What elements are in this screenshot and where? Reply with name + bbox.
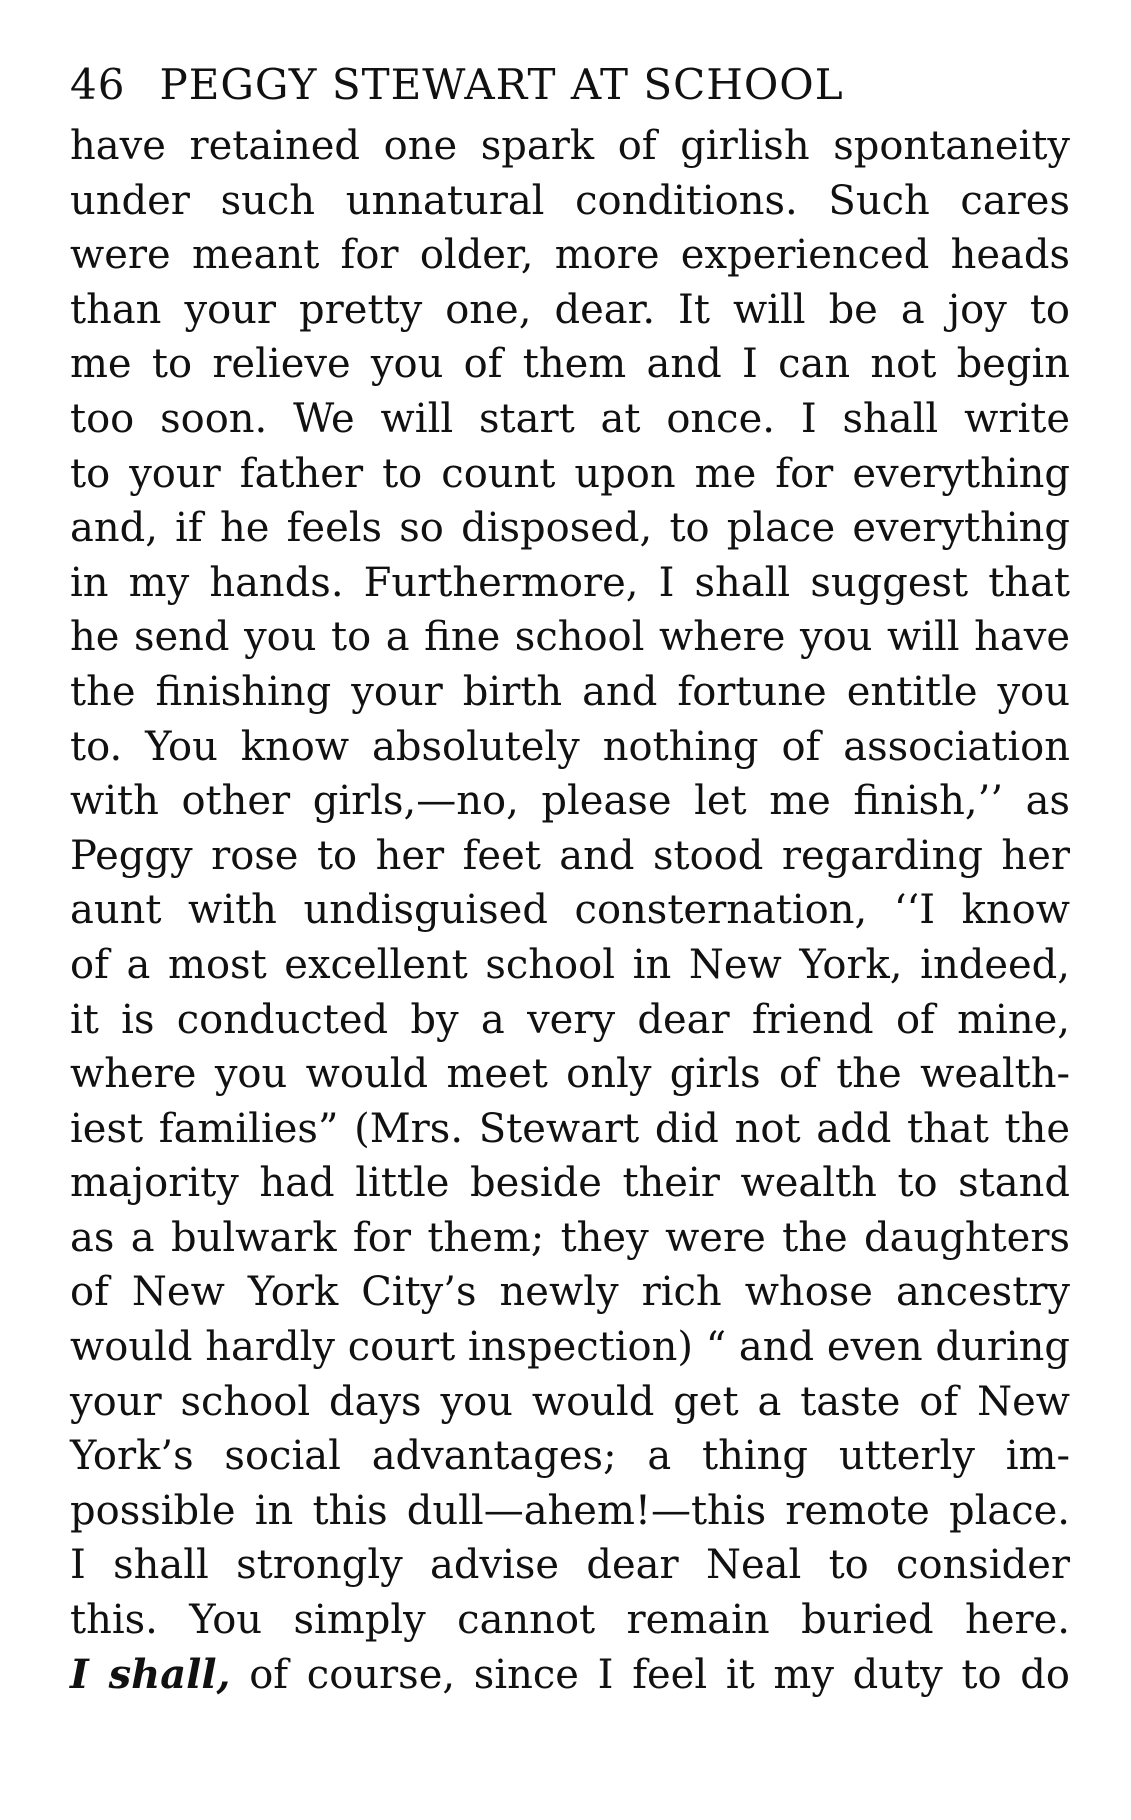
- text-line: than your pretty one, dear. It will be a joy to: [70, 286, 1070, 333]
- text-line: under such unnatural conditions. Such cares: [70, 177, 1070, 224]
- text-line: possible in this dull—ahem!—this remote place.: [70, 1487, 1070, 1534]
- text-line-last: [70, 1648, 1070, 1703]
- text-line: it is conducted by a very dear friend of mine,: [70, 996, 1070, 1043]
- text-line: have retained one spark of girlish spontaneity: [70, 123, 1070, 169]
- text-line: to. You know absolutely nothing of association: [70, 723, 1070, 770]
- text-line: the finishing your birth and fortune entitle you: [70, 668, 1070, 715]
- text-line: he send you to a fine school where you will have: [70, 614, 1070, 661]
- text-line: your school days you would get a taste of New: [70, 1378, 1070, 1425]
- book-page: [70, 55, 1070, 1702]
- text-line: York’s social advantages; a thing utterly im-: [70, 1433, 1070, 1480]
- running-title: PEGGY STEWART AT SCHOOL: [159, 60, 844, 109]
- text-line: of New York City’s newly rich whose ancestry: [70, 1269, 1070, 1316]
- text-line: iest families” (Mrs. Stewart did not add that the: [70, 1105, 1070, 1152]
- text-line: too soon. We will start at once. I shall write: [70, 395, 1070, 442]
- text-line: to your father to count upon me for everything: [70, 450, 1070, 497]
- text-line: of a most excellent school in New York, indeed,: [70, 941, 1070, 988]
- text-line: were meant for older, more experienced heads: [70, 232, 1070, 279]
- text-line: would hardly court inspection) “ and even during: [70, 1324, 1070, 1371]
- text-line: with other girls,—no, please let me finish,’’ as: [70, 778, 1070, 825]
- body-text: [70, 119, 1070, 1702]
- text-line: and, if he feels so disposed, to place everything: [70, 505, 1070, 552]
- text-line: as a bulwark for them; they were the daughters: [70, 1214, 1070, 1261]
- text-line: where you would meet only girls of the wealth-: [70, 1051, 1070, 1098]
- running-head: [70, 55, 1070, 115]
- text-line: in my hands. Furthermore, I shall suggest that: [70, 559, 1070, 606]
- emphasized-phrase: I shall,: [70, 1650, 231, 1698]
- text-line: this. You simply cannot remain buried here.: [70, 1597, 1070, 1644]
- last-line-rest: of course, since I feel it my duty to do: [230, 1651, 1070, 1698]
- page-number: 46: [70, 60, 126, 109]
- text-line: majority had little beside their wealth to stand: [70, 1160, 1070, 1207]
- text-line: I shall strongly advise dear Neal to consider: [70, 1542, 1070, 1589]
- text-line: Peggy rose to her feet and stood regarding her: [70, 832, 1070, 879]
- text-line: aunt with undisguised consternation, ‘‘I know: [70, 887, 1070, 934]
- text-line: me to relieve you of them and I can not begin: [70, 341, 1070, 388]
